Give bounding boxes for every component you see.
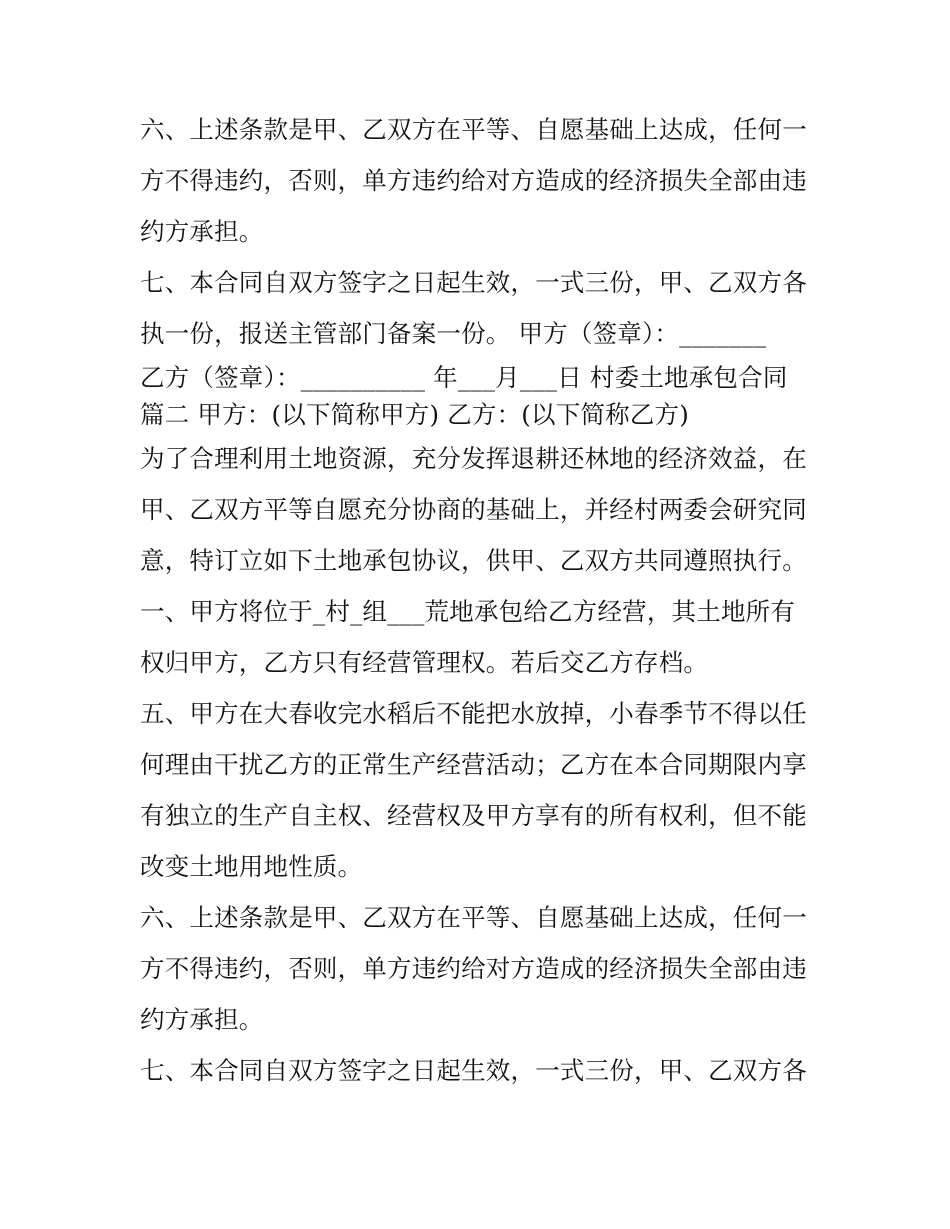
text-line: 何理由干扰乙方的正常生产经营活动；乙方在本合同期限内享	[140, 750, 807, 779]
text-line-clause-5: 五、甲方在大春收完水稻后不能把水放掉，小春季节不得以任	[140, 699, 807, 728]
text-line-part-two-heading: 篇二 甲方：(以下简称甲方) 乙方：(以下简称乙方)	[140, 400, 690, 429]
text-line-preamble: 为了合理利用土地资源，充分发挥退耕还林地的经济效益，在	[140, 444, 807, 473]
text-line-clause-7-repeat: 七、本合同自双方签字之日起生效，一式三份，甲、乙双方各	[140, 1056, 807, 1085]
text-line: 权归甲方，乙方只有经营管理权。若后交乙方存档。	[140, 648, 709, 677]
text-line-party-b-signature: 乙方（签章）：__________ 年___月___日 村委土地承包合同	[140, 363, 788, 392]
document-body	[140, 104, 820, 1096]
text-line-clause-6-repeat: 六、上述条款是甲、乙双方在平等、自愿基础上达成，任何一	[140, 903, 807, 932]
text-line: 意，特订立如下土地承包协议，供甲、乙双方共同遵照执行。	[140, 546, 807, 575]
text-line: 方不得违约，否则，单方违约给对方造成的经济损失全部由违	[140, 166, 807, 195]
text-line: 改变土地用地性质。	[140, 852, 363, 881]
text-line: 有独立的生产自主权、经营权及甲方享有的所有权利，但不能	[140, 801, 807, 830]
text-line-clause-6: 六、上述条款是甲、乙双方在平等、自愿基础上达成，任何一	[140, 115, 807, 144]
text-line: 约方承担。	[140, 217, 264, 246]
text-line: 约方承担。	[140, 1005, 264, 1034]
text-line: 方不得违约，否则，单方违约给对方造成的经济损失全部由违	[140, 954, 807, 983]
text-line-clause-7: 七、本合同自双方签字之日起生效，一式三份，甲、乙双方各	[140, 268, 807, 297]
text-line: 甲、乙双方平等自愿充分协商的基础上，并经村两委会研究同	[140, 495, 807, 524]
text-line-party-a-signature: 执一份，报送主管部门备案一份。 甲方（签章）：_______	[140, 319, 767, 348]
text-line-clause-1: 一、甲方将位于_村_组___荒地承包给乙方经营，其土地所有	[140, 597, 796, 626]
